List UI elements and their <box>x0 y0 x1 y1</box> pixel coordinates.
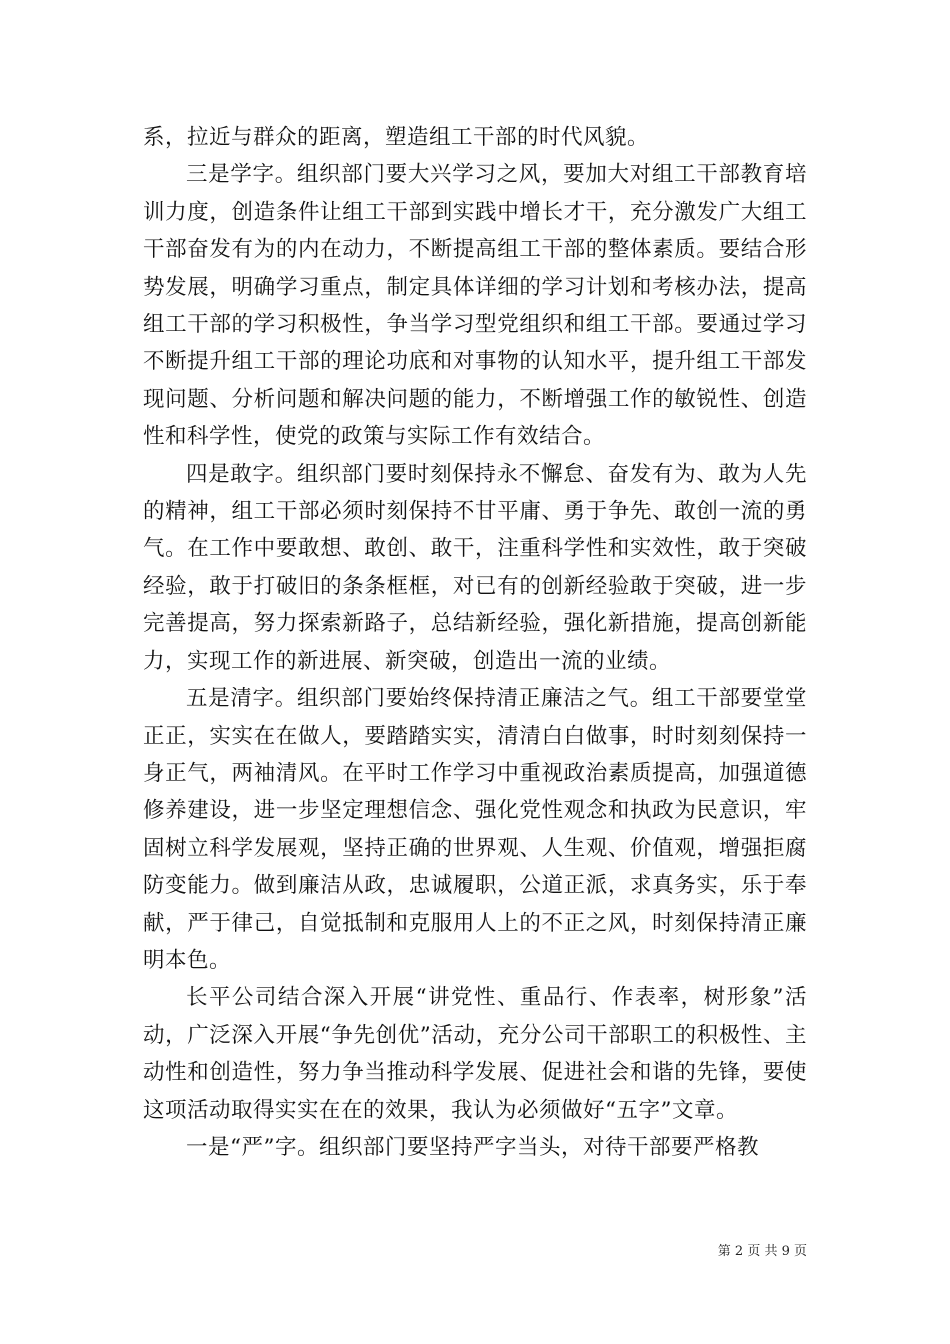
paragraph-courage: 四是敢字。组织部门要时刻保持永不懈怠、奋发有为、敢为人先的精神，组工干部必须时刻保持不甘平庸、勇于争先、敢创一流的勇气。在工作中要敢想、敢创、敢干，注重科学性和实效性，敢于突破经验，敢于打破旧的条条框框，对已有的创新经验敢于突破，进一步完善提高，努力探索新路子，总结新经验，强化新措施，提高创新能力，实现工作的新进展、新突破，创造出一流的业绩。 <box>143 461 807 674</box>
paragraph-strict: 一是“严”字。组织部门要坚持严字当头，对待干部要严格教 <box>186 1134 759 1160</box>
paragraph-continuation: 系，拉近与群众的距离，塑造组工干部的时代风貌。 <box>143 125 650 150</box>
paragraph-company-activity: 长平公司结合深入开展“讲党性、重品行、作表率，树形象”活动，广泛深入开展“争先创优”活动，充分公司干部职工的积极性、主动性和创造性，努力争当推动科学发展、促进社会和谐的先锋，要使这项活动取得实实在在的效果，我认为必须做好“五字”文章。 <box>143 985 807 1123</box>
paragraph-integrity: 五是清字。组织部门要始终保持清正廉洁之气。组工干部要堂堂正正，实实在在做人，要踏踏实实，清清白白做事，时时刻刻保持一身正气，两袖清风。在平时工作学习中重视政治素质提高，加强道德修养建设，进一步坚定理想信念、强化党性观念和执政为民意识，牢固树立科学发展观，坚持正确的世界观、人生观、价值观，增强拒腐防变能力。做到廉洁从政，忠诚履职，公道正派，求真务实，乐于奉献，严于律己，自觉抵制和克服用人上的不正之风，时刻保持清正廉明本色。 <box>143 686 807 973</box>
document-body <box>143 119 807 1166</box>
page-number: 第 2 页 共 9 页 <box>717 1244 807 1259</box>
paragraph-study: 三是学字。组织部门要大兴学习之风，要加大对组工干部教育培训力度，创造条件让组工干部到实践中增长才干，充分激发广大组工干部奋发有为的内在动力，不断提高组工干部的整体素质。要结合形势发展，明确学习重点，制定具体详细的学习计划和考核办法，提高组工干部的学习积极性，争当学习型党组织和组工干部。要通过学习不断提升组工干部的理论功底和对事物的认知水平，提升组工干部发现问题、分析问题和解决问题的能力，不断增强工作的敏锐性、创造性和科学性，使党的政策与实际工作有效结合。 <box>143 162 807 450</box>
